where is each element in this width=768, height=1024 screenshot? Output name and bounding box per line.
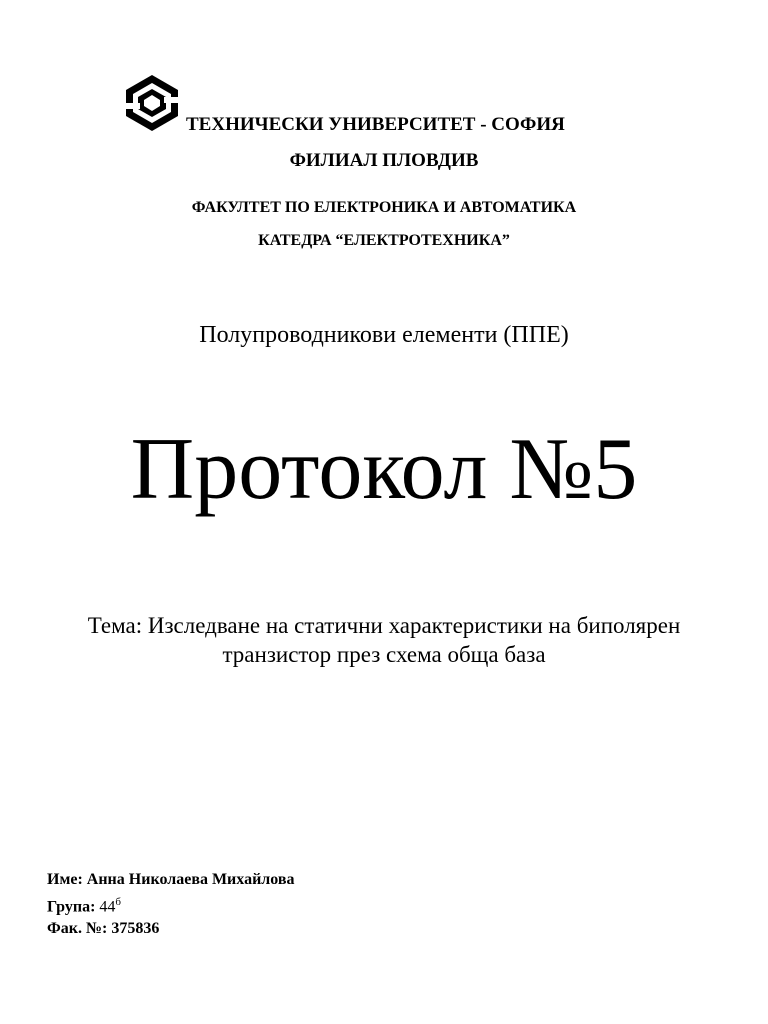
department-name: КАТЕДРА “ЕЛЕКТРОТЕХНИКА”	[258, 232, 510, 249]
student-group-row	[47, 891, 295, 918]
topic-line-2: транзистор през схема обща база	[222, 642, 546, 667]
topic-line-1: Тема: Изследване на статични характеристики на биполярен	[87, 613, 681, 638]
student-name-row	[47, 869, 295, 891]
student-fac-row	[47, 918, 295, 940]
university-name: ТЕХНИЧЕСКИ УНИВЕРСИТЕТ - СОФИЯ	[186, 114, 565, 135]
student-name-value: Анна Николаева Михайлова	[86, 871, 295, 888]
course-subject: Полупроводникови елементи (ППЕ)	[199, 322, 569, 348]
branch-name: ФИЛИАЛ ПЛОВДИВ	[289, 150, 479, 171]
student-name-label: Име:	[47, 871, 83, 888]
faculty-name: ФАКУЛТЕТ ПО ЕЛЕКТРОНИКА И АВТОМАТИКА	[191, 199, 577, 216]
topic-block	[0, 611, 768, 669]
student-fac-label: Фак. №:	[47, 920, 108, 938]
university-logo-icon	[120, 73, 184, 133]
student-fac-value: 375836	[111, 920, 160, 938]
student-group-label: Група:	[47, 898, 96, 916]
student-info	[47, 869, 295, 940]
student-group-value: 44	[99, 898, 116, 916]
protocol-title: Протокол №5	[130, 421, 638, 518]
student-group-suffix: б	[115, 896, 122, 908]
